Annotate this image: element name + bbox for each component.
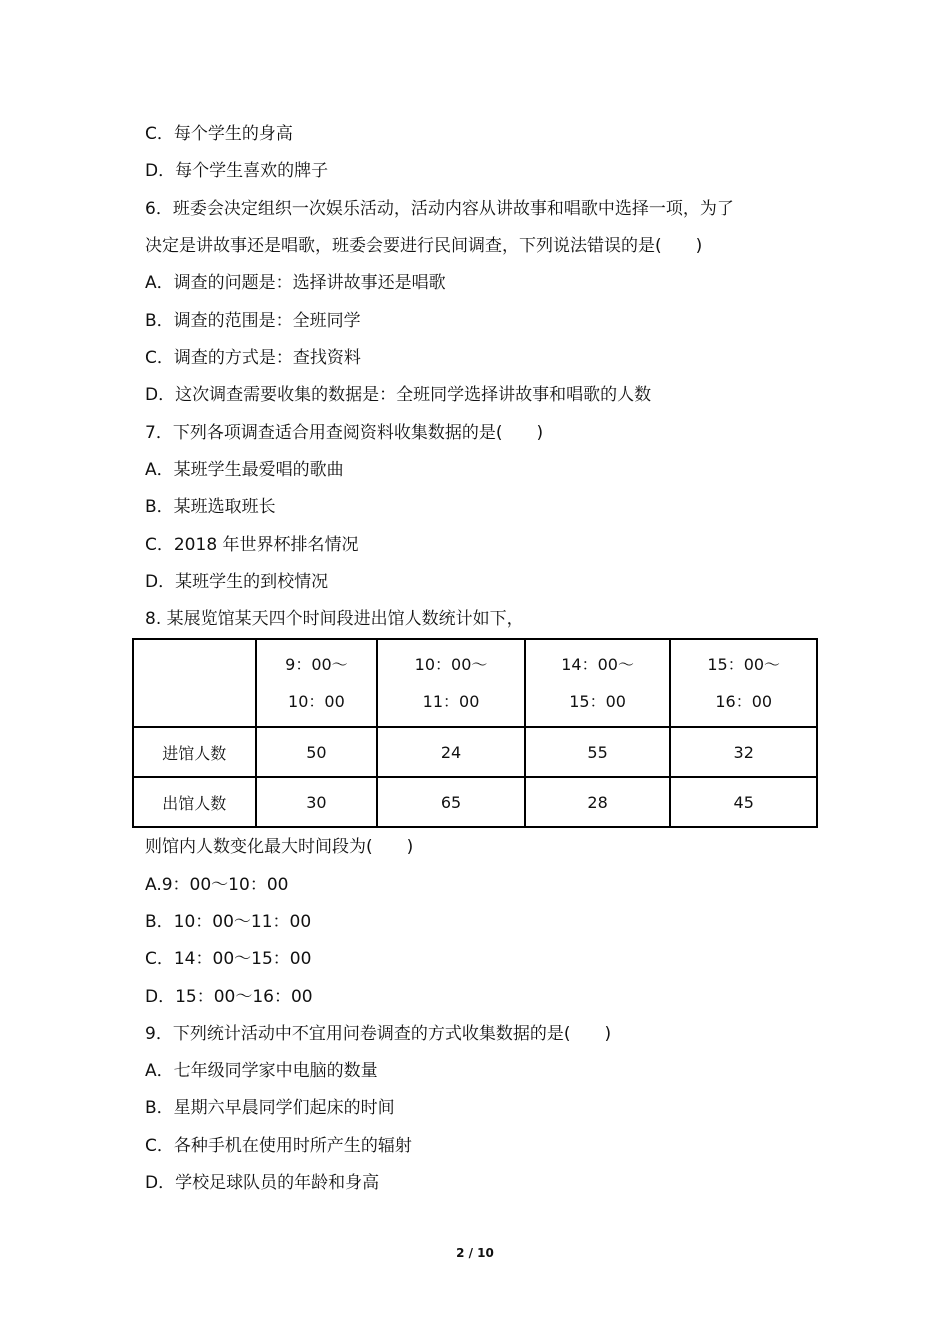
option-7b: B．某班选取班长 bbox=[145, 497, 276, 517]
option-6a: A．调查的问题是：选择讲故事还是唱歌 bbox=[145, 273, 446, 293]
period-header-2: 10：00～ 11：00 bbox=[377, 639, 525, 727]
question-8-prompt: 则馆内人数变化最大时间段为( ) bbox=[145, 837, 414, 857]
table-cell: 32 bbox=[670, 727, 817, 777]
option-9d: D．学校足球队员的年龄和身高 bbox=[145, 1173, 380, 1193]
option-5c: C．每个学生的身高 bbox=[145, 124, 293, 144]
table-cell: 45 bbox=[670, 777, 817, 827]
table-cell: 30 bbox=[256, 777, 378, 827]
table-cell: 24 bbox=[377, 727, 525, 777]
option-8c: C．14：00～15：00 bbox=[145, 949, 312, 969]
option-6c: C．调查的方式是：查找资料 bbox=[145, 348, 361, 368]
option-6d: D．这次调查需要收集的数据是：全班同学选择讲故事和唱歌的人数 bbox=[145, 385, 652, 405]
row-label-entering: 进馆人数 bbox=[133, 727, 256, 777]
option-8b: B．10：00～11：00 bbox=[145, 912, 312, 932]
table-corner-cell bbox=[133, 639, 256, 727]
table-cell: 65 bbox=[377, 777, 525, 827]
page-number: 2 / 10 bbox=[456, 1246, 494, 1260]
period-header-4: 15：00～ 16：00 bbox=[670, 639, 817, 727]
option-9c: C．各种手机在使用时所产生的辐射 bbox=[145, 1136, 412, 1156]
question-8: 8. 某展览馆某天四个时间段进出馆人数统计如下， bbox=[145, 609, 524, 629]
table-cell: 55 bbox=[525, 727, 671, 777]
table-row bbox=[133, 777, 817, 827]
question-9: 9．下列统计活动中不宜用问卷调查的方式收集数据的是( ) bbox=[145, 1024, 612, 1044]
option-8a: A.9：00～10：00 bbox=[145, 875, 289, 895]
option-8d: D．15：00～16：00 bbox=[145, 987, 313, 1007]
table-row bbox=[133, 727, 817, 777]
table-cell: 50 bbox=[256, 727, 378, 777]
question-7: 7．下列各项调查适合用查阅资料收集数据的是( ) bbox=[145, 423, 544, 443]
option-7a: A．某班学生最爱唱的歌曲 bbox=[145, 460, 344, 480]
option-7d: D．某班学生的到校情况 bbox=[145, 572, 329, 592]
option-9a: A．七年级同学家中电脑的数量 bbox=[145, 1061, 378, 1081]
visitor-stats-table bbox=[132, 638, 818, 828]
period-header-3: 14：00～ 15：00 bbox=[525, 639, 671, 727]
row-label-leaving: 出馆人数 bbox=[133, 777, 256, 827]
question-6-line-2: 决定是讲故事还是唱歌，班委会要进行民间调查，下列说法错误的是( ) bbox=[145, 236, 703, 256]
option-9b: B．星期六早晨同学们起床的时间 bbox=[145, 1098, 395, 1118]
option-7c: C．2018 年世界杯排名情况 bbox=[145, 535, 359, 555]
question-6-line-1: 6．班委会决定组织一次娱乐活动，活动内容从讲故事和唱歌中选择一项，为了 bbox=[145, 199, 734, 219]
option-5d: D．每个学生喜欢的牌子 bbox=[145, 161, 329, 181]
table-header-row bbox=[133, 639, 817, 727]
period-header-1: 9：00～ 10：00 bbox=[256, 639, 378, 727]
table-cell: 28 bbox=[525, 777, 671, 827]
option-6b: B．调查的范围是：全班同学 bbox=[145, 311, 361, 331]
